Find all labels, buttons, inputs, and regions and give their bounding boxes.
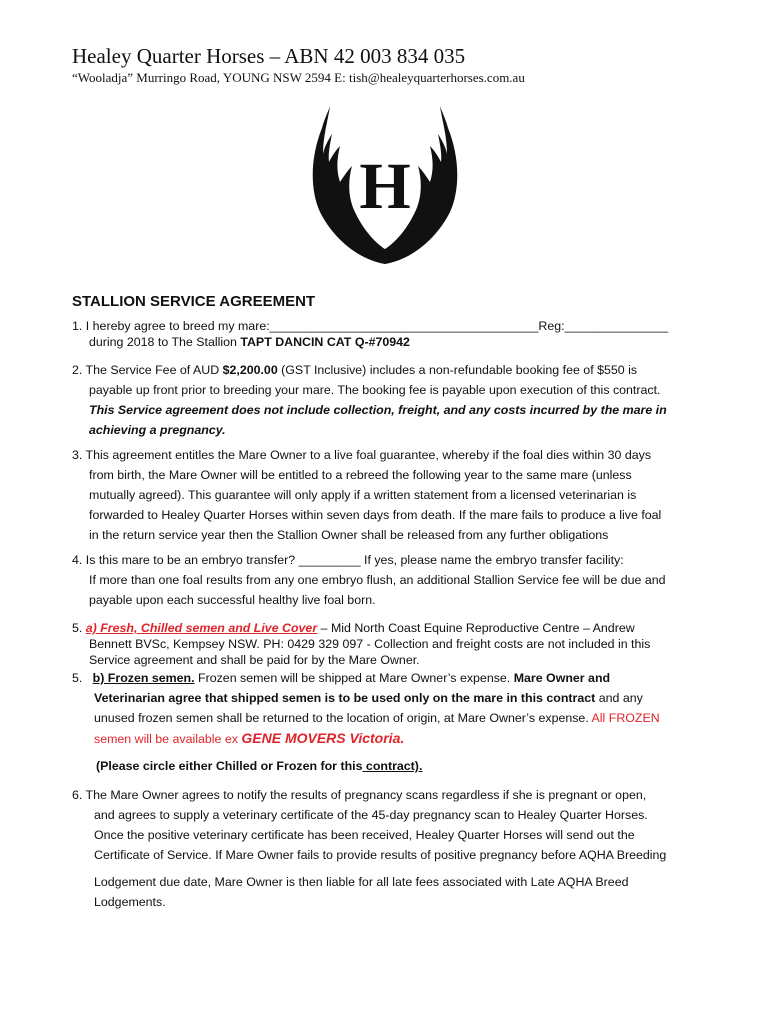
item-6-line-1: 6. The Mare Owner agrees to notify the results of pregnancy scans regardless if she is pregnant or open,: [72, 788, 647, 802]
item-3-line-4: forwarded to Healey Quarter Horses within seven days from death. If the mare fails to produce a live foal: [89, 508, 662, 522]
item-5a-line-2: Bennett BVSc, Kempsey NSW. PH: 0429 329 097 - Collection and freight costs are not included in this: [89, 637, 651, 651]
chilled-semen-option: a) Fresh, Chilled semen and Live Cover: [85, 621, 318, 635]
item-6-line-6: Lodgements.: [94, 895, 166, 909]
item-4: [72, 550, 666, 610]
item-3-line-3: mutually agreed). This guarantee will only apply if a written statement from a licensed veterinarian is: [89, 488, 637, 502]
circle-note-part-1: (Please circle either Chilled or Frozen for this: [96, 759, 363, 773]
item-5b-line-3: unused frozen semen shall be returned to the location of origin, at Mare Owner’s expense.: [94, 711, 592, 725]
item-6-line-3: Once the positive veterinary certificate has been received, Healey Quarter Horses will send out the: [94, 828, 635, 842]
item-5b-line-2-bold: Veterinarian agree that shipped semen is to be used only on the mare in this contract: [94, 691, 596, 705]
circle-option-note: [96, 756, 422, 776]
item-5b-line-2: and any: [595, 691, 643, 705]
item-1: [72, 318, 668, 350]
circle-note-part-2: contract).: [362, 759, 423, 773]
item-2-suffix: (GST Inclusive) includes a non-refundable booking fee of $550 is: [277, 363, 638, 377]
item-6-line-2: and agrees to supply a veterinary certificate of the 45-day pregnancy scan to Healey Quarter Horses.: [94, 808, 648, 822]
item-4-line-3: payable upon each successful healthy live foal born.: [89, 593, 376, 607]
item-2-note-line-2: achieving a pregnancy.: [89, 423, 226, 437]
item-5b-line-1-bold: Mare Owner and: [513, 671, 611, 685]
item-5a: [72, 620, 650, 668]
item-4-line-1: 4. Is this mare to be an embryo transfer? _________ If yes, please name the embryo transfer facility:: [72, 553, 624, 567]
company-title: Healey Quarter Horses – ABN 42 003 834 035: [72, 44, 466, 68]
item-1-line-1: 1. I hereby agree to breed my mare:_______________________________________Reg:_______________: [72, 319, 668, 333]
item-1-line-2: during 2018 to The Stallion: [89, 335, 241, 349]
stallion-name: TAPT DANCIN CAT Q-#70942: [240, 335, 410, 349]
item-5a-number: 5.: [72, 621, 86, 635]
antler-h-logo: [290, 100, 480, 272]
service-fee: $2,200.00: [222, 363, 278, 377]
item-5b: [72, 668, 660, 749]
item-3-line-1: 3. This agreement entitles the Mare Owner to a live foal guarantee, whereby if the foal dies within 30 days: [72, 448, 652, 462]
logo-letter: H: [359, 150, 411, 223]
item-2-note-line-1: This Service agreement does not include collection, freight, and any costs incurred by the mare in: [89, 403, 667, 417]
item-4-line-2: If more than one foal results from any one embryo flush, an additional Stallion Service fee will be due and: [89, 573, 666, 587]
gene-movers-name: GENE MOVERS Victoria.: [241, 730, 405, 746]
item-6-line-5: Lodgement due date, Mare Owner is then liable for all late fees associated with Late AQHA Breed: [94, 875, 629, 889]
item-5a-line-1: Mid North Coast Equine Reproductive Centre – Andrew: [330, 621, 635, 635]
item-6-line-4: Certificate of Service. If Mare Owner fails to provide results of positive pregnancy before AQHA Breeding: [94, 848, 667, 862]
item-2-line-2: payable up front prior to breeding your mare. The booking fee is payable upon execution of this contract.: [89, 383, 661, 397]
frozen-semen-option: b) Frozen semen.: [92, 671, 195, 685]
item-5a-dash: –: [317, 621, 331, 635]
item-6-continued: [72, 872, 629, 912]
item-5b-line-1: Frozen semen will be shipped at Mare Owner’s expense.: [194, 671, 514, 685]
item-2: [72, 360, 667, 440]
item-3-line-2: from birth, the Mare Owner will be entitled to a rebreed the following year to the same mare (unless: [89, 468, 632, 482]
item-2-prefix: 2. The Service Fee of AUD: [72, 363, 223, 377]
agreement-heading: STALLION SERVICE AGREEMENT: [72, 293, 316, 310]
item-5b-number: 5.: [72, 671, 83, 685]
frozen-availability-line-1: All FROZEN: [591, 711, 660, 725]
company-address: “Wooladja” Murringo Road, YOUNG NSW 2594 E: tish@healeyquarterhorses.com.au: [72, 70, 525, 85]
item-5a-line-3: Service agreement and shall be paid for by the Mare Owner.: [89, 653, 420, 667]
item-6: [72, 785, 666, 865]
frozen-availability-line-2: semen will be available ex: [94, 732, 242, 746]
item-3-line-5: in the return service year then the Stallion Owner shall be released from any further obligations: [89, 528, 609, 542]
item-3: [72, 445, 661, 545]
